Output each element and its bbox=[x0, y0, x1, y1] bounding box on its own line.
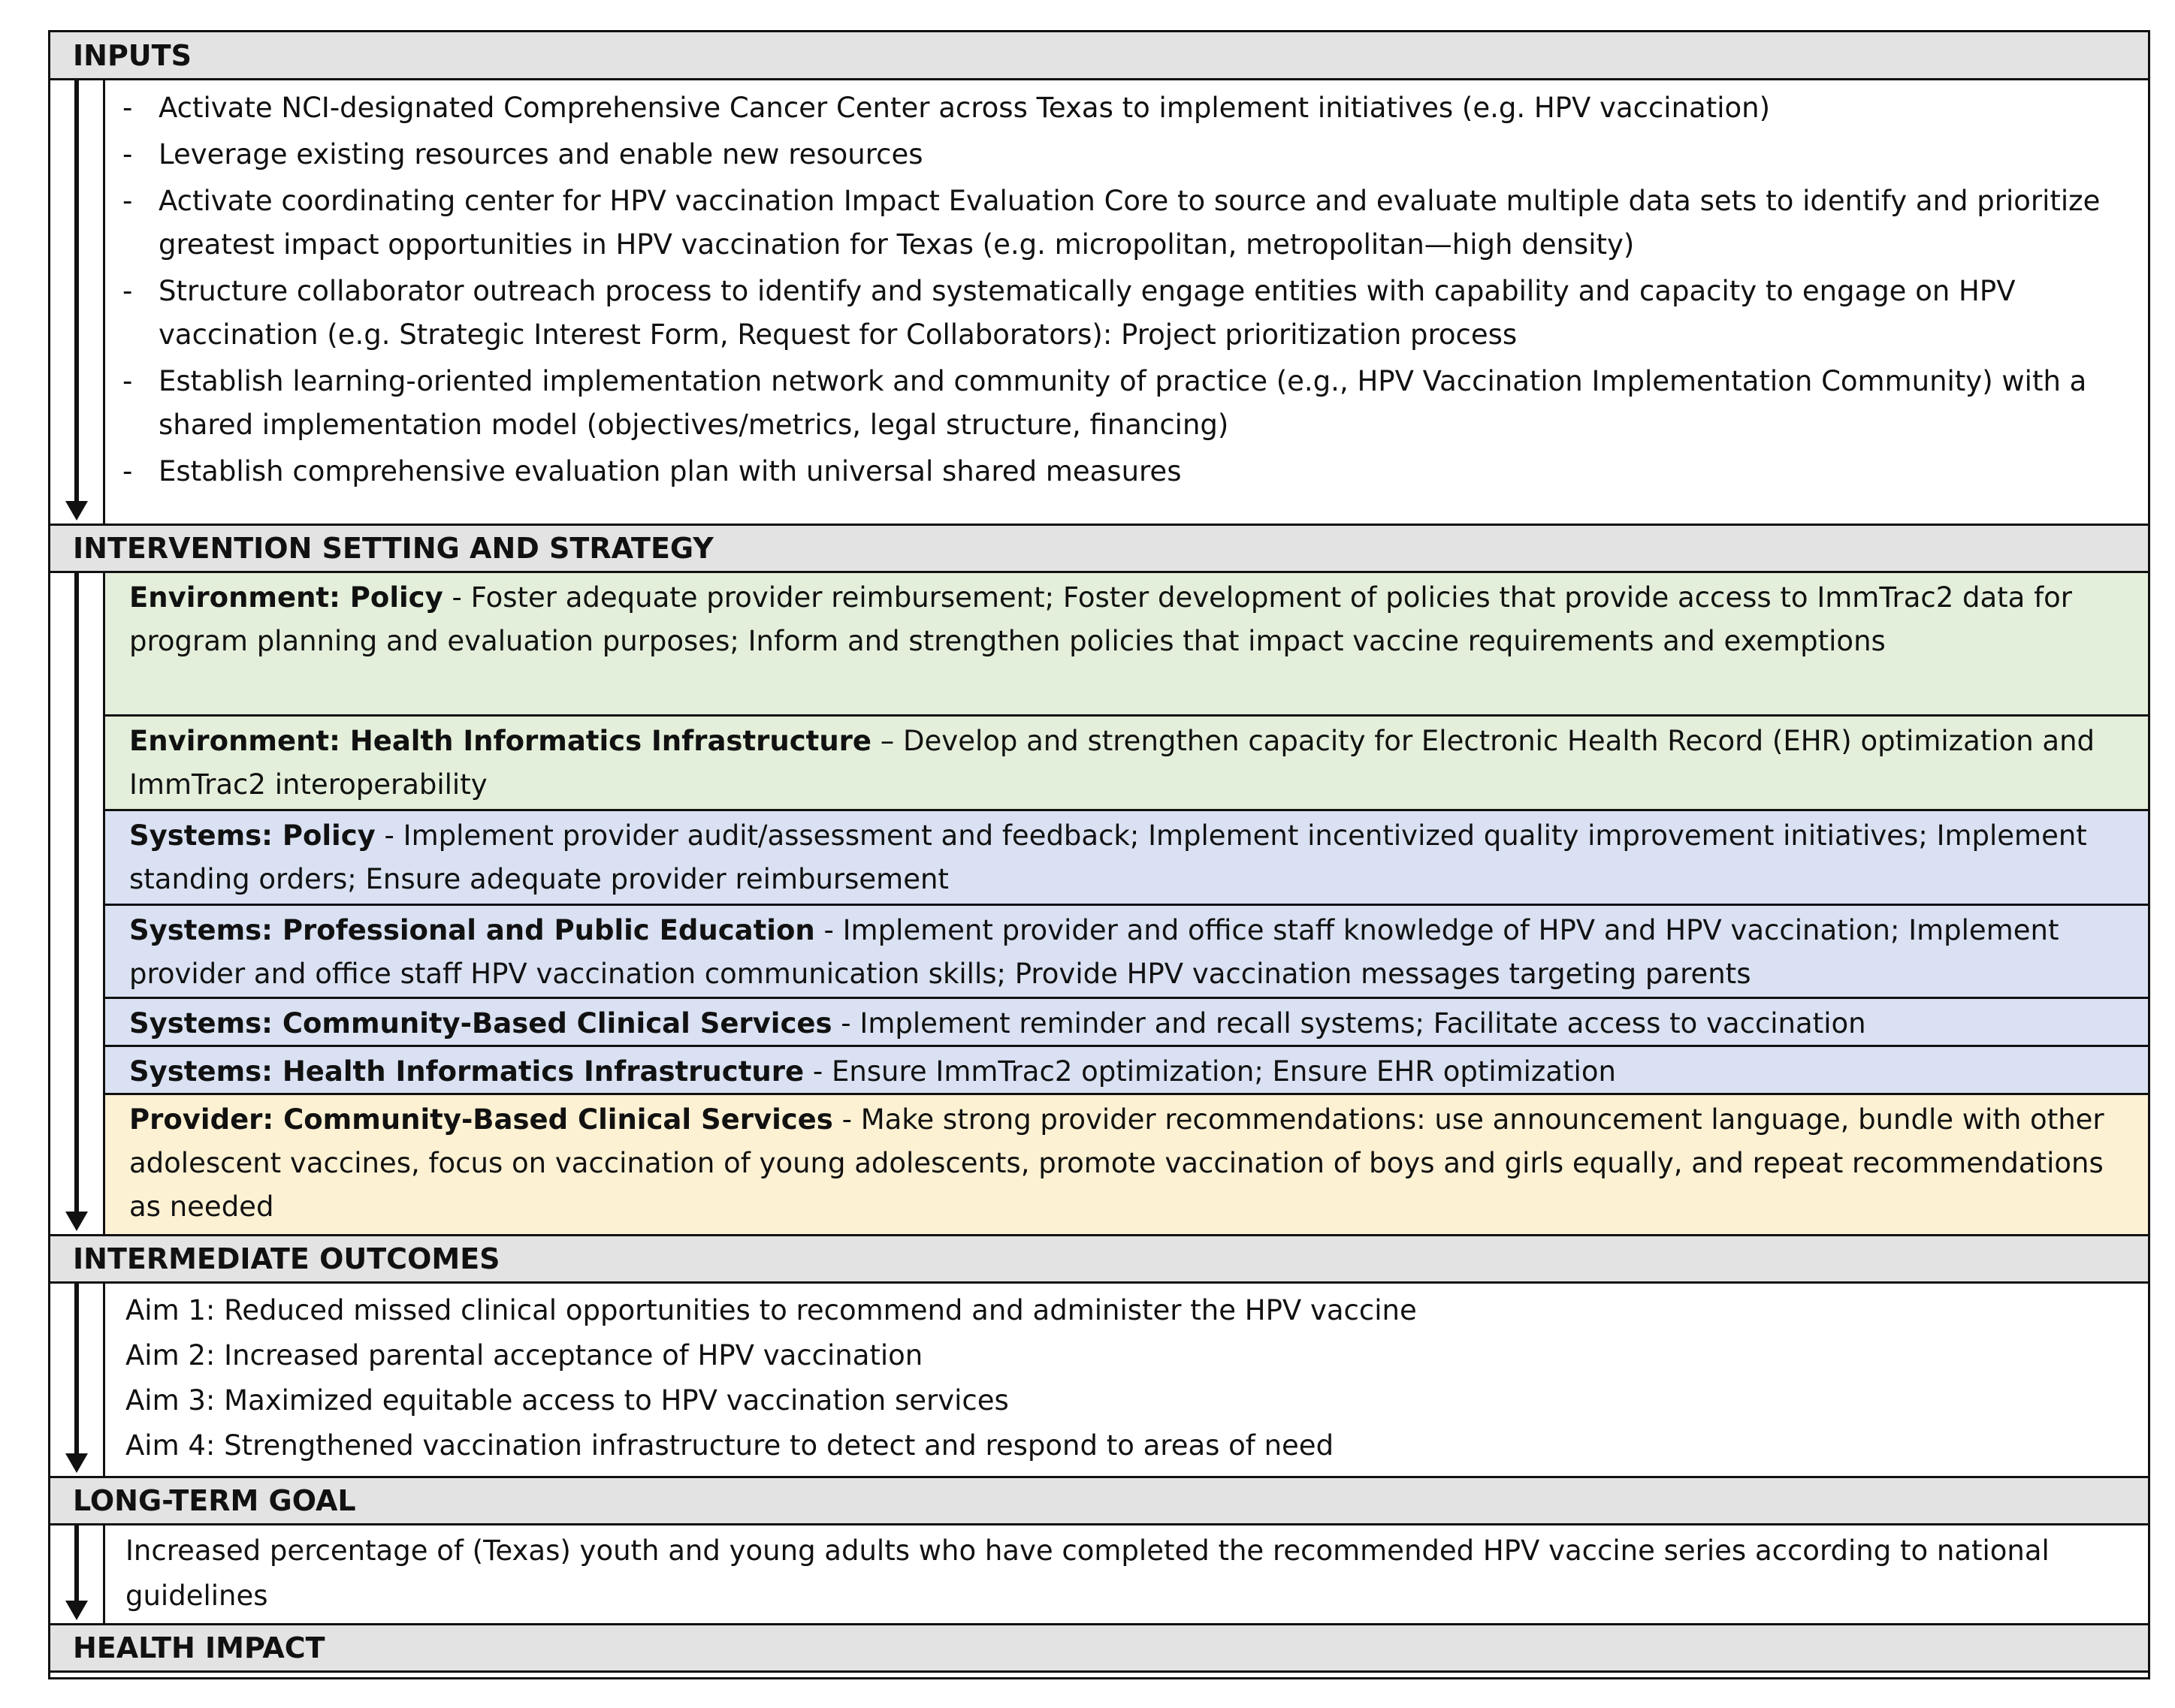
inputs-divider bbox=[103, 80, 105, 524]
inputs-list bbox=[122, 86, 2125, 496]
sys-informatics-box: Systems: Health Informatics Infrastructure - Ensure ImmTrac2 optimization; Ensure EHR optimization bbox=[103, 1045, 2148, 1093]
intermediate-divider bbox=[103, 1284, 105, 1476]
aim-item: Aim 2: Increased parental acceptance of HPV vaccination bbox=[125, 1339, 923, 1372]
intermediate-down-arrow-icon bbox=[65, 1284, 88, 1473]
long-term-header: LONG-TERM GOAL bbox=[50, 1476, 2148, 1525]
env-informatics-box: Environment: Health Informatics Infrastructure – Develop and strengthen capacity for Electronic Health Record (EHR) optimization and ImmTrac2 interoperability bbox=[103, 714, 2148, 809]
long-term-section bbox=[50, 1525, 2148, 1623]
inputs-item: - Structure collaborator outreach process to identify and systematically engage entities with capability and capacity to engage on HPV vaccination (e.g. Strategic Interest Form, Request for Collaborators): Project prioritization process bbox=[122, 275, 2016, 351]
sys-clinical-box: Systems: Community-Based Clinical Services - Implement reminder and recall systems; Facilitate access to vaccination bbox=[103, 997, 2148, 1045]
intermediate-header: INTERMEDIATE OUTCOMES bbox=[50, 1234, 2148, 1284]
intermediate-section bbox=[50, 1284, 2148, 1476]
inputs-section bbox=[50, 80, 2148, 524]
inputs-header: INPUTS bbox=[50, 32, 2148, 80]
long-term-divider bbox=[103, 1525, 105, 1623]
logic-model-frame bbox=[48, 30, 2150, 1679]
strategy-section bbox=[50, 573, 2148, 1234]
long-term-text: Increased percentage of (Texas) youth and young adults who have completed the recommended HPV vaccine series according to national guidelines bbox=[125, 1534, 2050, 1612]
env-policy-box: Environment: Policy - Foster adequate provider reimbursement; Foster development of policies that provide access to ImmTrac2 data for program planning and evaluation purposes; Inform and strengthen policies that impact vaccine requirements and exemptions bbox=[103, 573, 2148, 714]
sys-education-box: Systems: Professional and Public Education - Implement provider and office staff knowledge of HPV and HPV vaccination; Implement provider and office staff HPV vaccination communication skills; Provide HPV vaccination messages targeting parents bbox=[103, 904, 2148, 997]
strategy-header: INTERVENTION SETTING AND STRATEGY bbox=[50, 524, 2148, 573]
aim-item: Aim 4: Strengthened vaccination infrastructure to detect and respond to areas of need bbox=[125, 1429, 1334, 1462]
provider-clinical-box: Provider: Community-Based Clinical Services - Make strong provider recommendations: use announcement language, bundle with other adolescent vaccines, focus on vaccination of young adolescents, promote vaccination of boys and girls equally, and repeat recommendations as needed bbox=[103, 1093, 2148, 1234]
inputs-item: - Activate NCI-designated Comprehensive Cancer Center across Texas to implement initiatives (e.g. HPV vaccination) bbox=[122, 92, 1771, 124]
aims-list bbox=[125, 1288, 2125, 1468]
impact-header: HEALTH IMPACT bbox=[50, 1623, 2148, 1673]
inputs-item: - Leverage existing resources and enable new resources bbox=[122, 138, 923, 170]
impact-section bbox=[50, 1673, 2148, 1677]
inputs-item: - Establish learning-oriented implementation network and community of practice (e.g., HPV Vaccination Implementation Community) with a shared implementation model (objectives/metrics, legal structure, financing) bbox=[122, 365, 2087, 441]
inputs-down-arrow-icon bbox=[65, 80, 88, 521]
aim-item: Aim 1: Reduced missed clinical opportunities to recommend and administer the HPV vaccine bbox=[125, 1294, 1417, 1326]
aim-item: Aim 3: Maximized equitable access to HPV vaccination services bbox=[125, 1384, 1009, 1417]
long-term-down-arrow-icon bbox=[65, 1525, 88, 1620]
strategy-down-arrow-icon bbox=[65, 573, 88, 1231]
inputs-item: - Establish comprehensive evaluation plan with universal shared measures bbox=[122, 455, 1182, 487]
inputs-item: - Activate coordinating center for HPV vaccination Impact Evaluation Core to source and evaluate multiple data sets to identify and prioritize greatest impact opportunities in HPV vaccination for Texas (e.g. micropolitan, metropolitan—high density) bbox=[122, 185, 2101, 261]
sys-policy-box: Systems: Policy - Implement provider audit/assessment and feedback; Implement incentivized quality improvement initiatives; Implement standing orders; Ensure adequate provider reimbursement bbox=[103, 809, 2148, 904]
